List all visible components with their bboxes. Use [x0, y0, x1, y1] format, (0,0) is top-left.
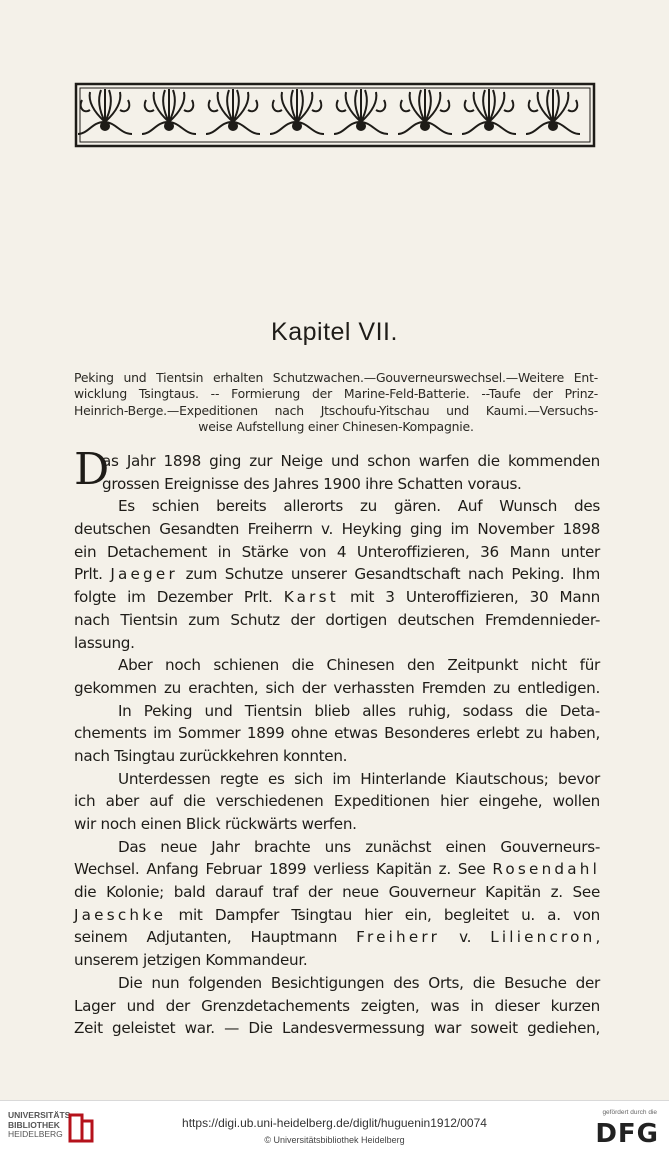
person-name: Liliencron: [490, 928, 596, 947]
summary-line: wicklung Tsingtaus. -- Formierung der Marine-Feld-Batterie. --Taufe der Prinz-: [74, 386, 598, 402]
paragraph-line: Jaeschke mit Dampfer Tsingtau hier ein, begleitet u. a. von: [74, 905, 600, 924]
paragraph-line: Das neue Jahr brachte uns zunächst einen Gouverneurs-: [118, 837, 600, 856]
paragraph-line: Die nun folgenden Besichtigungen des Orts, die Besuche der: [118, 973, 600, 992]
body-text: [74, 444, 600, 1040]
summary-line: weise Aufstellung einer Chinesen-Kompagnie.: [198, 418, 474, 434]
paragraph-line: nach Tsingtau zurückkehren konnten.: [74, 746, 348, 765]
paragraph-line: ein Detachement in Stärke von 4 Unteroffizieren, 36 Mann unter: [74, 542, 600, 561]
summary-line: Peking und Tientsin erhalten Schutzwachen.—Gouverneurswechsel.—Weitere Ent-: [74, 370, 598, 385]
paragraph-line: In Peking und Tientsin blieb alles ruhig, sodass die Deta-: [118, 701, 600, 720]
summary-line: Heinrich-Berge.—Expeditionen nach Jtschoufu-Yitschau und Kaumi.—Versuchs-: [74, 402, 598, 418]
document-url-link[interactable]: https://digi.ub.uni-heidelberg.de/diglit/huguenin1912/0074: [182, 1116, 487, 1130]
paragraph-line: D as Jahr 1898 ging zur Neige und schon warfen die kommenden: [74, 444, 600, 495]
dfg-logo[interactable]: DFG: [595, 1119, 659, 1149]
paragraph-line: Lager und der Grenzdetachements zeigten, was in dieser kurzen: [74, 996, 600, 1015]
paragraph-line: seinem Adjutanten, Hauptmann Freiherr v. Liliencron,: [74, 928, 600, 947]
person-name: Rosendahl: [492, 860, 600, 879]
library-logo[interactable]: UNIVERSITÄTS- BIBLIOTHEK HEIDELBERG: [8, 1110, 74, 1139]
paragraph-line: Es schien bereits allerorts zu gären. Auf Wunsch des: [118, 497, 600, 516]
paragraph-line: ich aber auf die verschiedenen Expeditionen hier eingehe, wollen: [74, 792, 600, 811]
paragraph-line: lassung.: [74, 633, 135, 652]
paragraph-line: nach Tientsin zum Schutz der dortigen deutschen Fremdennieder-: [74, 610, 600, 629]
paragraph-line: deutschen Gesandten Freiherrn v. Heyking ging im November 1898: [74, 520, 600, 539]
funder-label: gefördert durch die: [602, 1109, 657, 1116]
person-name: Freiherr: [356, 928, 441, 947]
drop-cap: D: [74, 444, 109, 495]
paragraph-line: die Kolonie; bald darauf traf der neue Gouverneur Kapitän z. See: [74, 883, 600, 902]
paragraph-line: wir noch einen Blick rückwärts werfen.: [74, 815, 357, 833]
paragraph-line: Unterdessen regte es sich im Hinterlande Kiautschous; bevor: [118, 769, 600, 788]
person-name: Jaeschke: [74, 905, 167, 924]
paragraph-line: grossen Ereignisse des Jahres 1900 ihre Schatten voraus.: [102, 474, 522, 493]
viewer-footer: [0, 1100, 669, 1154]
paragraph-line: folgte im Dezember Prlt. Karst mit 3 Unteroffizieren, 30 Mann: [74, 588, 600, 607]
copyright-notice: © Universitätsbibliothek Heidelberg: [264, 1135, 405, 1145]
paragraph-line: unserem jetzigen Kommandeur.: [74, 951, 308, 970]
paragraph-line: Zeit geleistet war. — Die Landesvermessung war soweit gediehen,: [74, 1019, 600, 1038]
paragraph-line: Wechsel. Anfang Februar 1899 verliess Kapitän z. See Rosendahl: [74, 860, 600, 879]
paragraph-line: Prlt. Jaeger zum Schutze unserer Gesandtschaft nach Peking. Ihm: [74, 565, 600, 584]
person-name: Karst: [283, 588, 339, 607]
ornamental-header-band: [74, 82, 596, 148]
paragraph-line: Aber noch schienen die Chinesen den Zeitpunkt nicht für: [118, 656, 600, 675]
chapter-title: Kapitel VII.: [271, 318, 398, 346]
paragraph-line: chements im Sommer 1899 ohne etwas Besonderes erlebt zu haben,: [74, 724, 600, 743]
paragraph-line: gekommen zu erachten, sich der verhassten Fremden zu entledigen.: [74, 678, 600, 697]
person-name: Jaeger: [110, 565, 178, 584]
chapter-summary: [74, 370, 598, 435]
